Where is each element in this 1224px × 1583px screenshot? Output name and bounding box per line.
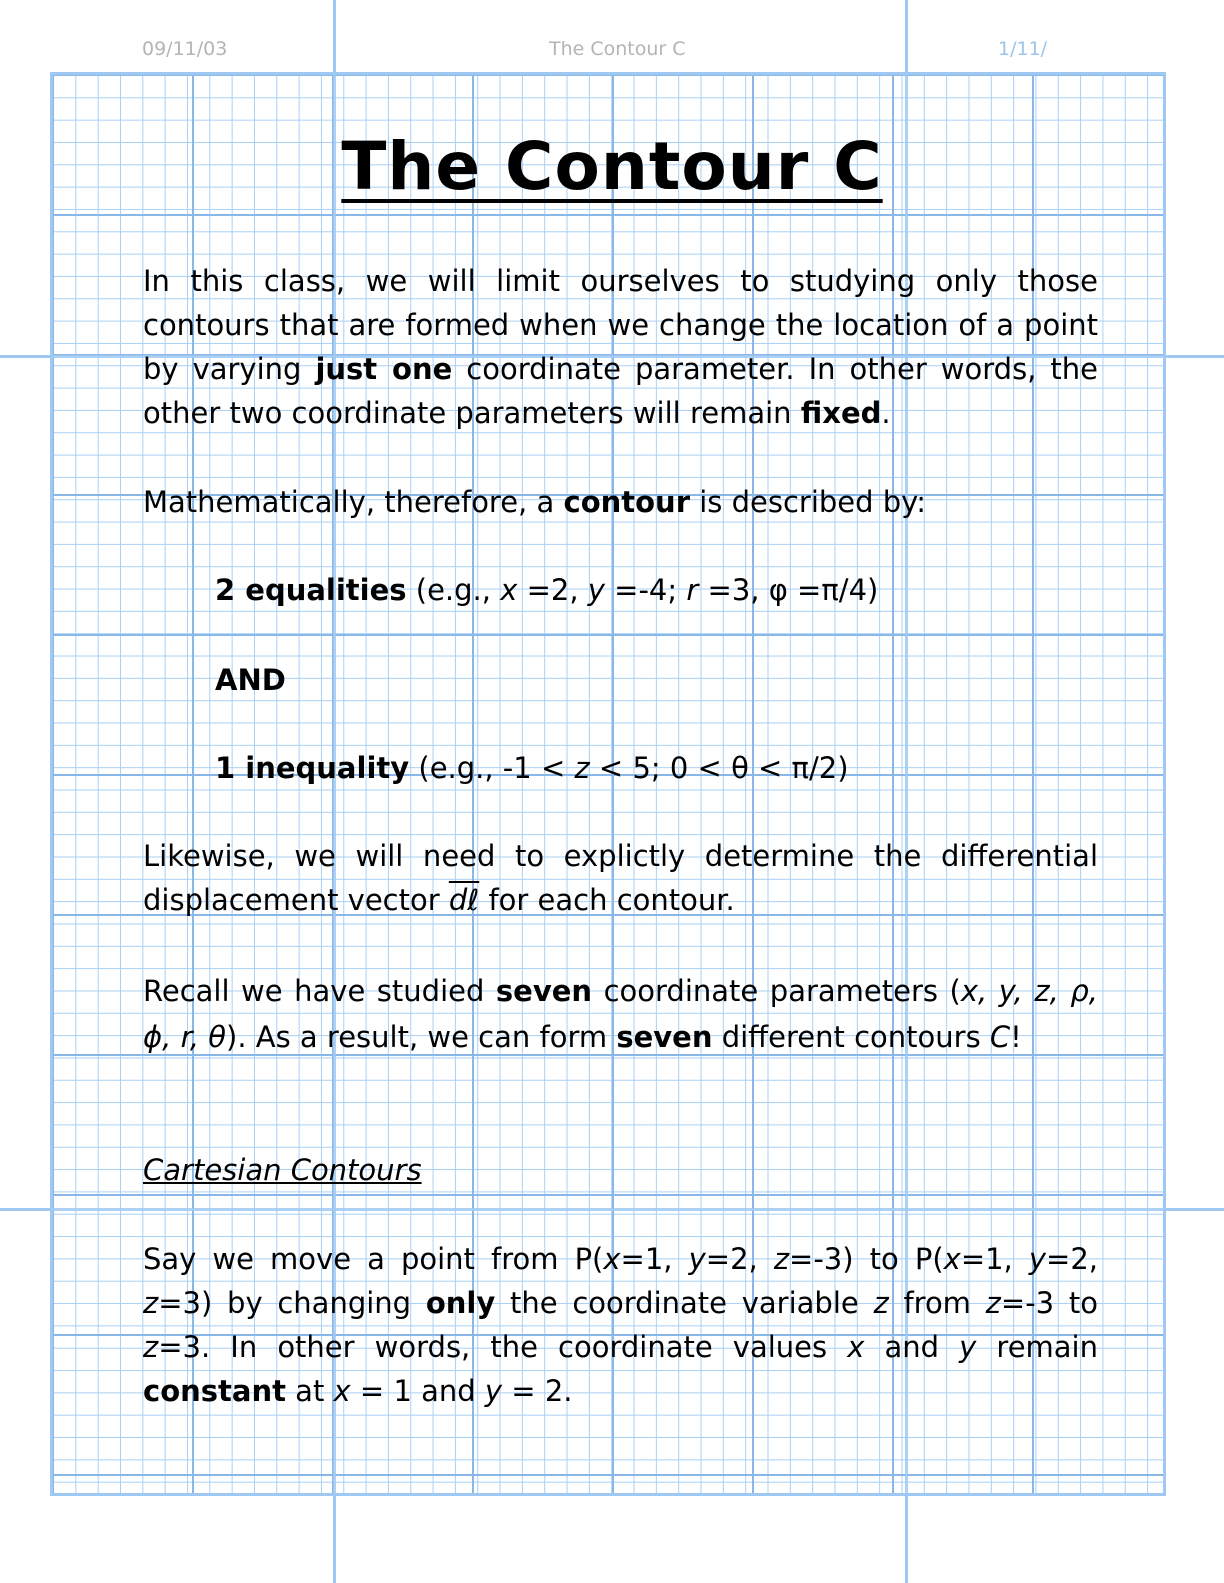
cartesian-paragraph: Say we move a point from P(x=1, y=2, z=-3) to P(x=1, y=2, z=3) by changing only the coordinate variable z from z=-3 to z=3. In other words, the coordinate values x and y remain constant at x = 1 and y = 2. — [143, 1242, 1098, 1408]
math-paragraph: Mathematically, therefore, a contour is described by: — [143, 485, 926, 519]
header-title: The Contour C — [549, 38, 686, 60]
header-date: 09/11/03 — [142, 38, 228, 60]
displacement-paragraph: Likewise, we will need to explictly determine the differential displacement vector dℓ for each contour. — [143, 839, 1098, 917]
section-heading: Cartesian Contours — [143, 1153, 422, 1187]
guide-line-bottom-overlay — [0, 1208, 1224, 1211]
page-title: The Contour C — [341, 128, 883, 205]
equalities-line: 2 equalities (e.g., x =2, y =-4; r =3, φ =π/4) — [215, 573, 879, 607]
parameters-paragraph: Recall we have studied seven coordinate parameters (x, y, z, ρ, ϕ, r, θ). As a result, we can form seven different contours C! — [143, 974, 1098, 1054]
inequality-line: 1 inequality (e.g., -1 < z < 5; 0 < θ < π/2) — [215, 751, 849, 785]
and-line: AND — [215, 663, 286, 697]
intro-paragraph: In this class, we will limit ourselves to studying only those contours that are formed when we change the location of a point by varying just one coordinate parameter. In other words, the other two coordinate parameters will remain fixed. — [143, 264, 1098, 430]
header-page-number: 1/11/ — [998, 38, 1048, 60]
